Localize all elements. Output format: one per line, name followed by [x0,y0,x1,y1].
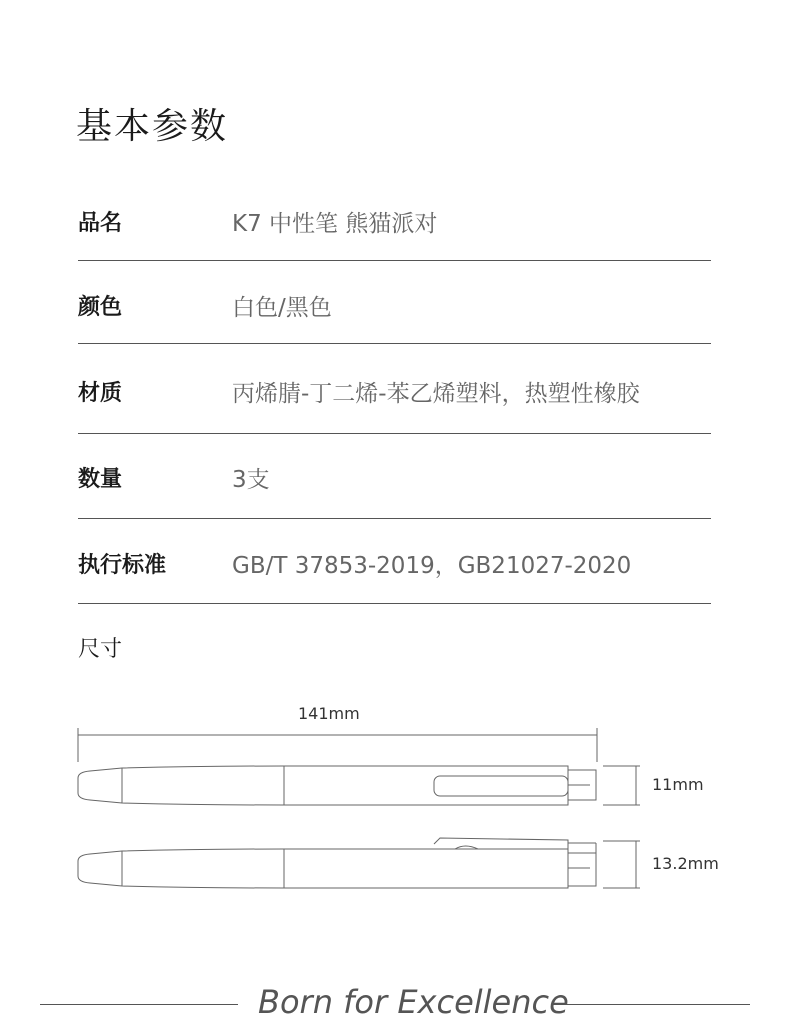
length-label: 141mm [298,704,360,723]
page-title: 基本参数 [76,106,229,147]
spec-value: 白色/黑色 [232,295,332,321]
spec-label: 颜色 [78,295,123,320]
spec-label: 材质 [78,381,123,406]
footer-divider-right [552,1004,750,1005]
spec-value: GB/T 37853-2019，GB21027-2020 [232,553,632,579]
spec-label: 数量 [78,467,123,492]
spec-label: 品名 [78,211,123,236]
body-diameter-label: 11mm [652,775,704,794]
pen-top-view [78,766,596,805]
spec-value: K7 中性笔 熊猫派对 [232,211,438,237]
pen-side-view [78,838,596,888]
spec-label: 执行标准 [78,553,167,578]
clip-diameter-label: 13.2mm [652,854,719,873]
footer-slogan: Born for Excellence [258,983,569,1021]
footer-divider-left [40,1004,238,1005]
spec-value: 丙烯腈-丁二烯-苯乙烯塑料，热塑性橡胶 [232,381,640,407]
spec-value: 3支 [232,467,270,493]
size-heading: 尺寸 [78,637,123,662]
